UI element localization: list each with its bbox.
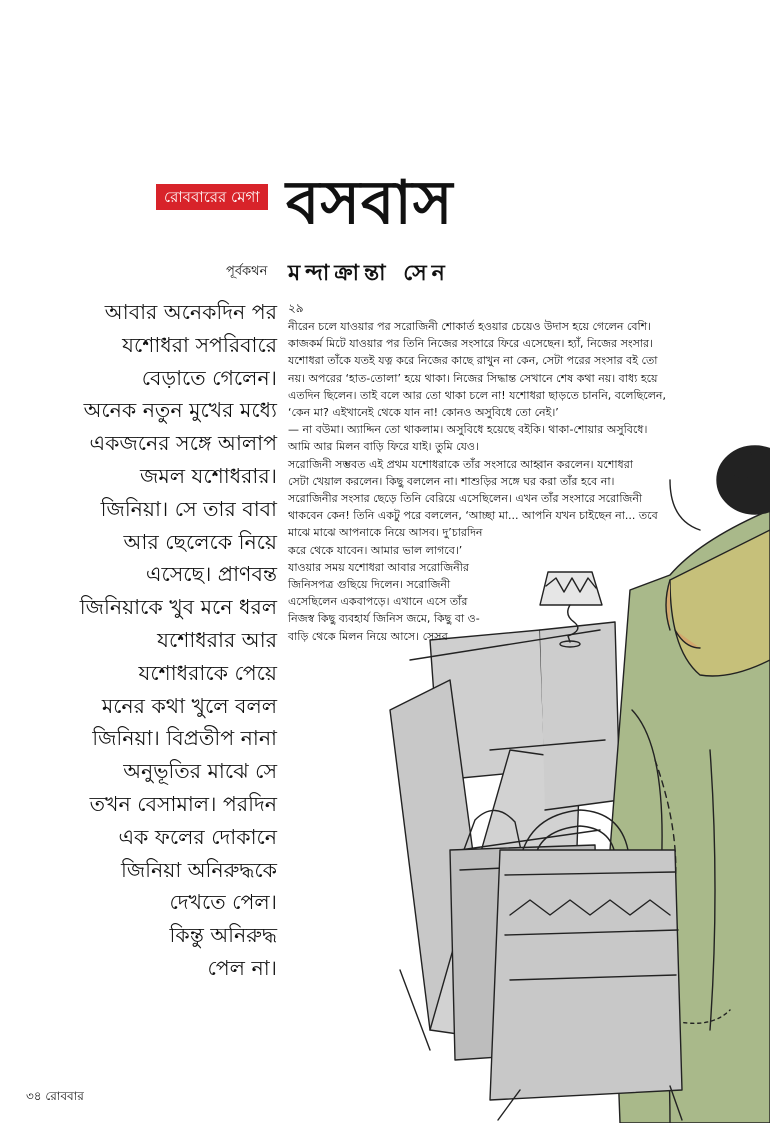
story-line: সরোজিনী সম্ভবত এই প্রথম যশোধরাকে তাঁর সংসারে আহ্বান করলেন। যশোধরা (288, 457, 633, 471)
story-line: কাজকর্ম মিটে যাওয়ার পর তিনি নিজের সংসারে ফিরে এসেছেন। হ্যাঁ, নিজের সংসার। (288, 337, 654, 351)
story-body (288, 318, 666, 645)
author-name: মন্দাক্রান্তা সেন (288, 261, 450, 286)
story-line: নিজস্ব কিছু ব্যবহার্য জিনিস জমে, কিছু বা ও- (288, 612, 480, 626)
chapter-number: ২৯ (288, 301, 304, 315)
synopsis-line: এক ফলের দোকানে (118, 824, 277, 849)
story-line: এতদিন ছিলেন। তাই বলে আর তো থাকা চলে না! যশোধরা ছাড়তে চাননি, বলেছিলেন, (288, 388, 666, 402)
story-line: — না বউমা। অ্যাদ্দিন তো থাকলাম। অসুবিধে হয়েছে বইকি। থাকা-শোয়ার অসুবিধে। (288, 423, 648, 437)
synopsis-line: একজনের সঙ্গে আলাপ (89, 431, 277, 456)
synopsis-line: আবার অনেকদিন পর (104, 300, 277, 324)
synopsis-line: জমল যশোধরার। (140, 463, 277, 488)
synopsis-line: তখন বেসামাল। পরদিন (89, 791, 277, 816)
story-line: ‘কেন মা? এইখানেই থেকে যান না! কোনও অসুবিধে তো নেই।’ (288, 406, 559, 420)
suitcase-illustration (490, 810, 682, 1120)
story-line: নয়। অপরের ‘হাত-তোলা’ হয়ে থাকা। নিজের সিদ্ধান্ত সেখানে শেষ কথা নয়। বাধ্য হয়ে (288, 371, 658, 385)
story-line: থাকবেন কেন! তিনি একটু পরে বললেন, ‘আচ্ছা মা... আপনি যখন চাইছেন না... তবে (288, 509, 658, 523)
synopsis (40, 296, 277, 985)
section-tag: রোববারের মেগা (156, 184, 268, 210)
page-footer (26, 1088, 84, 1108)
story-line: সেটা খেয়াল করলেন। কিছু বললেন না। শাশুড়ির সঙ্গে ঘর করা তাঁর হবে না। (288, 474, 615, 488)
magazine-name: রোববার (45, 1089, 84, 1103)
synopsis-line: পেল না। (207, 955, 277, 980)
synopsis-line: অনুভূতির মাঝে সে (123, 759, 277, 784)
story-line: করে থেকে যাবেন। আমার ভাল লাগবে।’ (288, 543, 463, 557)
synopsis-line: বেড়াতে গেলেন। (141, 365, 277, 390)
synopsis-line: দেখতে পেল। (169, 890, 277, 915)
page-number: ৩৪ (26, 1089, 42, 1103)
synopsis-line: জিনিয়া। সে তার বাবা (100, 496, 277, 521)
synopsis-line: যশোধরা সপরিবারে (122, 332, 277, 357)
story-line: এসেছিলেন একবাপড়ে। এখানে এসে তাঁর (288, 595, 468, 609)
story-line: যশোধরা তাঁকে যতই যত্ন করে নিজের কাছে রাখুন না কেন, সেটা পরের সংসার বই তো (288, 354, 658, 368)
synopsis-line: কিন্তু অনিরুদ্ধ (169, 923, 277, 948)
synopsis-line: যশোধরাকে পেয়ে (138, 660, 277, 685)
story-line: আমি আর মিলন বাড়ি ফিরে যাই। তুমি যেও। (288, 440, 479, 454)
story-line: সরোজিনীর সংসার ছেড়ে তিনি বেরিয়ে এসেছিলেন। এখন তাঁর সংসারে সরোজিনী (288, 492, 643, 506)
synopsis-line: মনের কথা খুলে বলল (101, 693, 277, 718)
synopsis-line: এসেছে। প্রাণবন্ত (145, 562, 277, 587)
synopsis-line: জিনিয়া অনিরুদ্ধকে (120, 857, 277, 882)
prologue-label: পূর্বকথন (226, 264, 268, 279)
synopsis-line: অনেক নতুন মুখের মধ্যে (83, 398, 277, 423)
story-line: যাওয়ার সময় যশোধরা আবার সরোজিনীর (288, 560, 469, 574)
story-line: বাড়ি থেকে মিলন নিয়ে আসে। সেসব (288, 629, 448, 643)
synopsis-line: জিনিয়াকে খুব মনে ধরল (79, 595, 277, 620)
synopsis-line: যশোধরার আর (157, 627, 277, 652)
story-line: মাঝে মাঝে আপনাকে নিয়ে আসব। দু’চারদিন (288, 526, 483, 540)
story-line: জিনিসপত্র গুছিয়ে দিলেন। সরোজিনী (288, 578, 451, 592)
synopsis-line: জিনিয়া। বিপ্রতীপ নানা (92, 726, 277, 751)
synopsis-line: আর ছেলেকে নিয়ে (123, 529, 277, 554)
story-line: নীরেন চলে যাওয়ার পর সরোজিনী শোকার্ত হওয়ার চেয়েও উদাস হয়ে গেলেন বেশি। (288, 320, 652, 333)
story-title: বসবাস (286, 168, 454, 238)
